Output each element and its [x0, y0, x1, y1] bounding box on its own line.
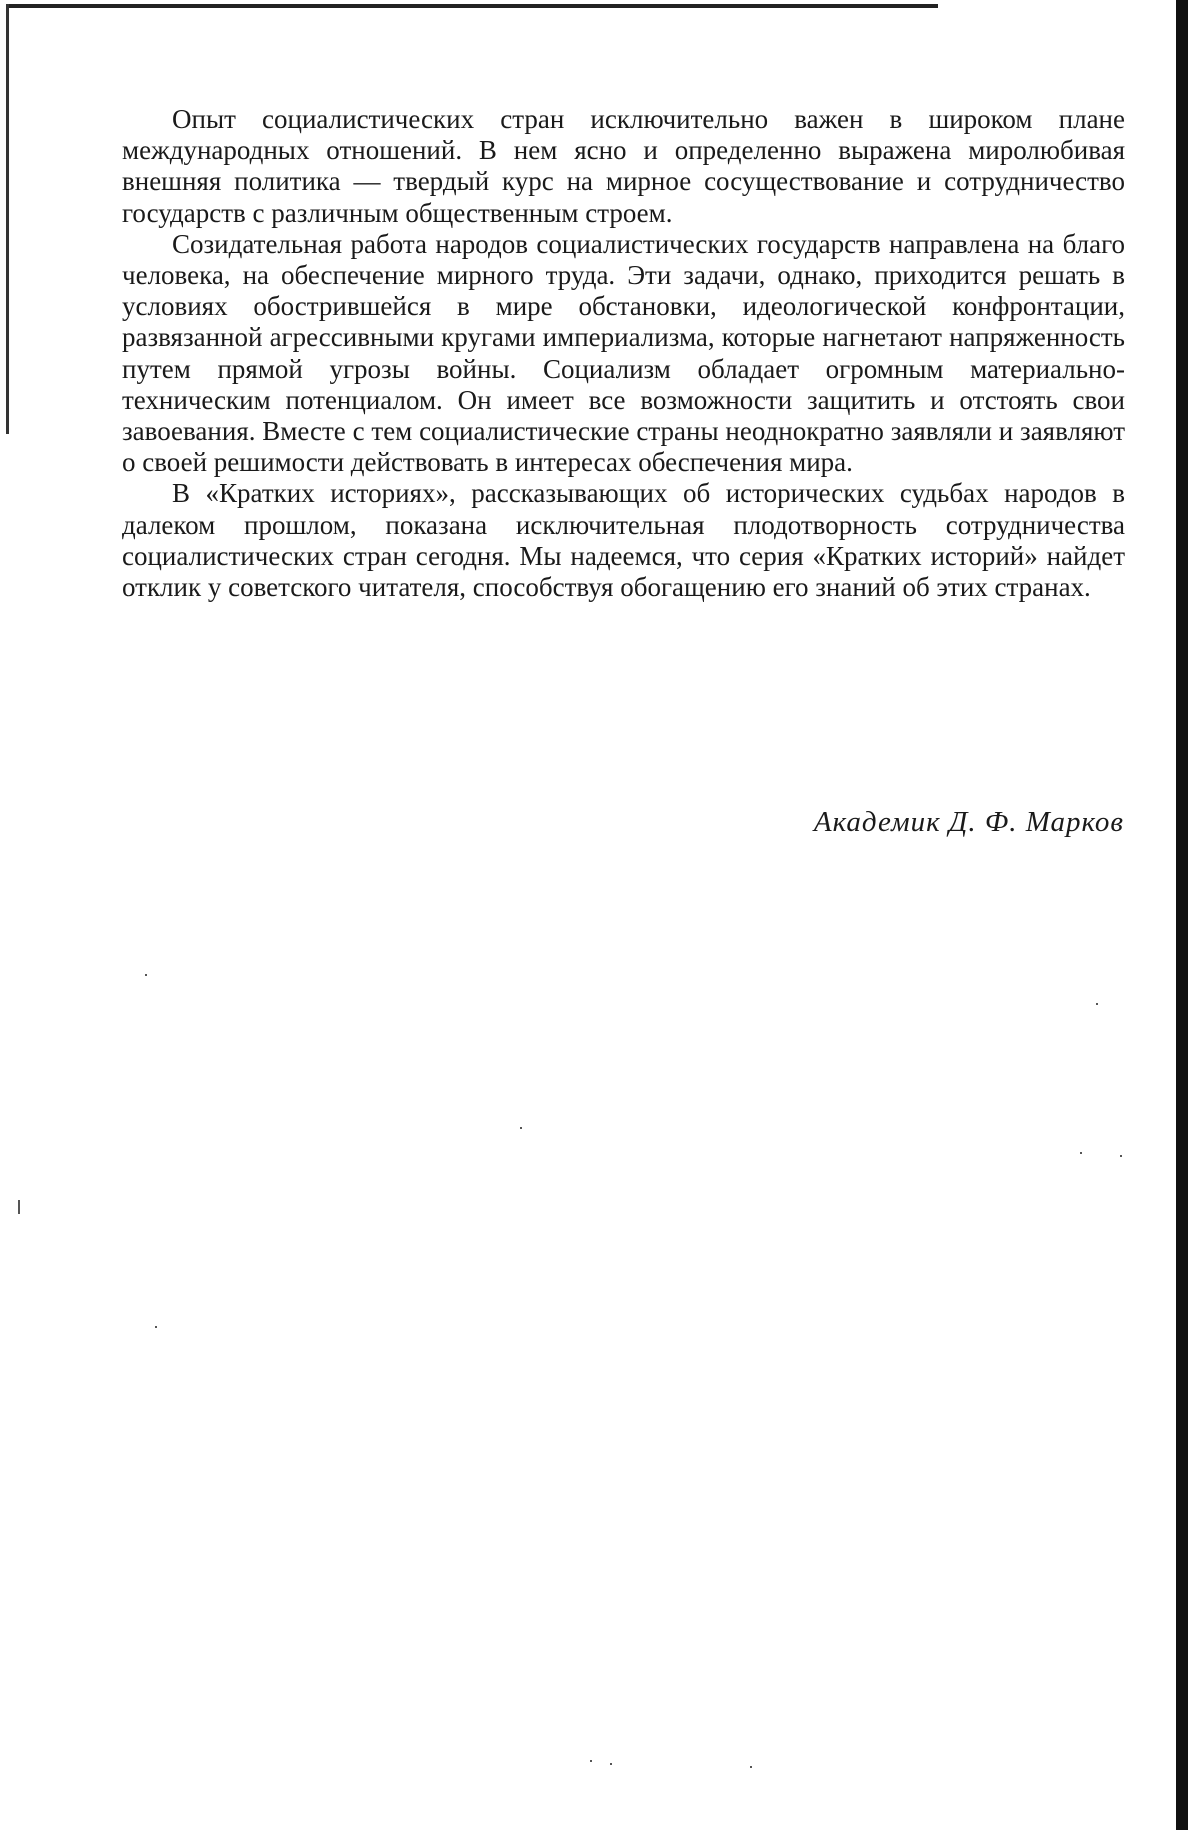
scan-speck [155, 1326, 157, 1328]
left-border-line [6, 4, 9, 434]
scan-speck [750, 1766, 752, 1768]
scan-speck [610, 1763, 612, 1765]
scan-speck [1096, 1003, 1098, 1005]
body-text [122, 104, 1125, 603]
paragraph-2: Созидательная работа народов социалистических государств направлена на благо человека, на обеспечение мирного труда. Эти задачи, однако, приходится решать в условиях обострившейся в мире обстановки, идеологической конфронтации, развязанной агрессивными кругами империализма, которые нагнетают напряженность путем прямой угрозы войны. Социализм обладает огромным материально-техническим потенциалом. Он имеет все возможности защитить и отстоять свои завоевания. Вместе с тем социалистические страны неоднократно заявляли и заявляют о своей решимости действовать в интересах обеспечения мира. [122, 228, 1125, 478]
scan-speck [1120, 1155, 1122, 1157]
right-edge-shadow [1176, 0, 1188, 1830]
scan-speck [145, 974, 147, 976]
scan-speck [1080, 1152, 1082, 1154]
paragraph-3: В «Кратких историях», рассказывающих об исторических судьбах народов в далеком прошлом, показана исключительная плодотворность сотрудничества социалистических стран сегодня. Мы надеемся, что серия «Кратких историй» найдет отклик у советского читателя, способствуя обогащению его знаний об этих странах. [122, 478, 1125, 603]
top-border-line [8, 4, 938, 8]
scan-speck [520, 1127, 522, 1129]
author-signature: Академик Д. Ф. Марков [813, 806, 1124, 838]
scan-speck [590, 1760, 592, 1762]
scan-speck [18, 1200, 20, 1214]
paragraph-1: Опыт социалистических стран исключительно важен в широком плане международных отношений. В нем ясно и определенно выражена миролюбивая внешняя политика — твердый курс на мирное сосуществование и сотрудничество государств с различным общественным строем. [122, 104, 1125, 228]
